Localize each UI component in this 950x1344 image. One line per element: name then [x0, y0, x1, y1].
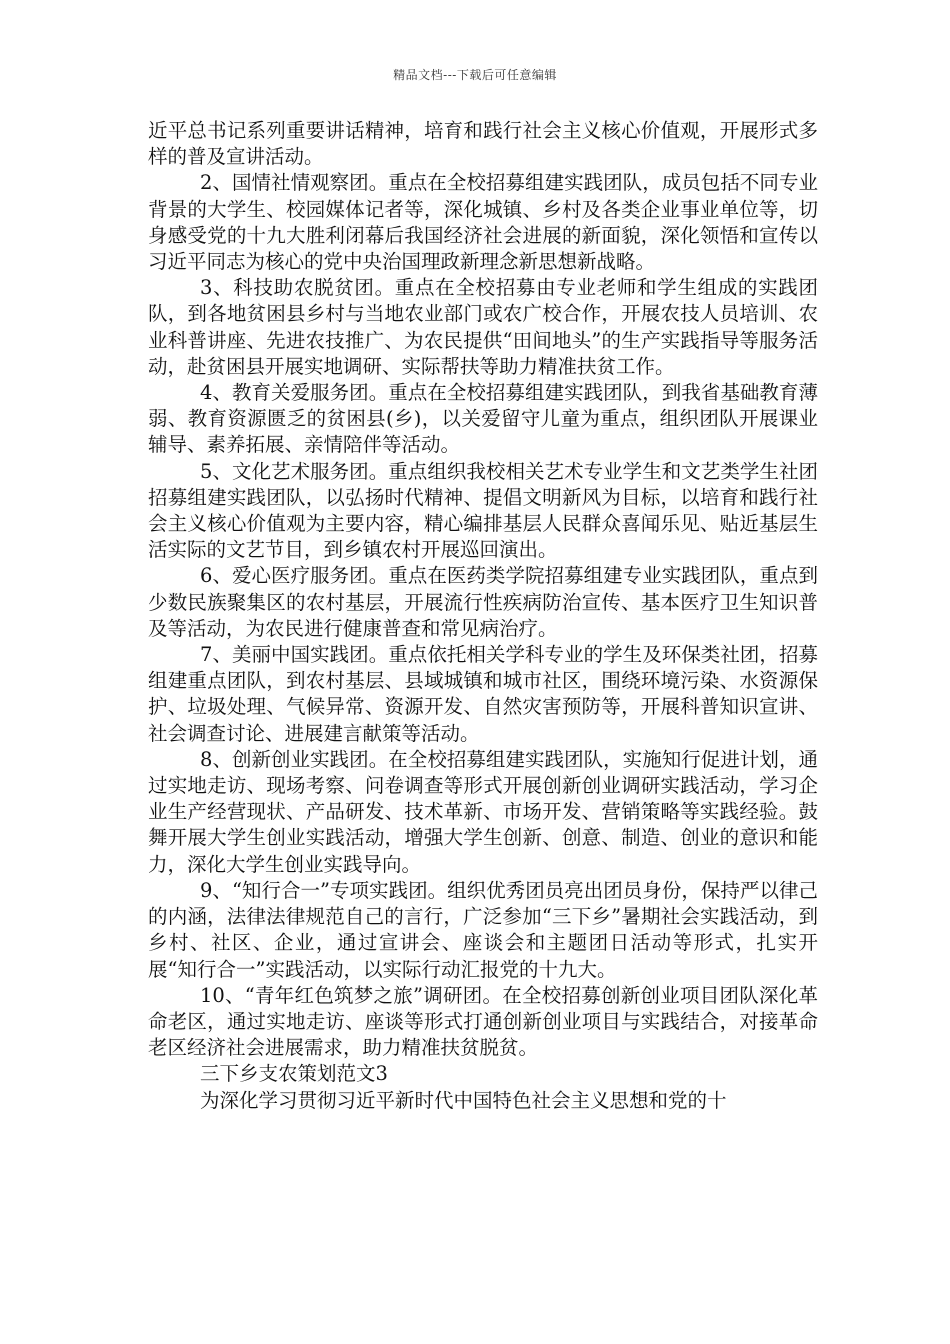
section-heading: 三下乡支农策划范文3 [200, 1062, 388, 1086]
paragraph-6: 6、爱心医疗服务团。重点在医药类学院招募组建专业实践团队，重点到少数民族聚集区的农村基层，开展流行性疾病防治宣传、基本医疗卫生知识普及等活动，为农民进行健康普查和常见病治疗。 [148, 564, 818, 640]
paragraph-3: 3、科技助农脱贫团。重点在全校招募由专业老师和学生组成的实践团队，到各地贫困县乡村与当地农业部门或农广校合作，开展农技人员培训、农业科普讲座、先进农技推广、为农民提供“田间地头”的生产实践指导等服务活动，赴贫困县开展实地调研、实际帮扶等助力精准扶贫工作。 [148, 276, 818, 378]
paragraph-5: 5、文化艺术服务团。重点组织我校相关艺术专业学生和文艺类学生社团招募组建实践团队，以弘扬时代精神、提倡文明新风为目标，以培育和践行社会主义核心价值观为主要内容，精心编排基层人民群众喜闻乐见、贴近基层生活实际的文艺节目，到乡镇农村开展巡回演出。 [148, 459, 818, 562]
paragraph-10: 10、“青年红色筑梦之旅”调研团。在全校招募创新创业项目团队深化革命老区，通过实地走访、座谈等形式打通创新创业项目与实践结合，对接革命老区经济社会进展需求，助力精准扶贫脱贫。 [148, 983, 818, 1060]
page-header: 精品文档---下载后可任意编辑 [393, 68, 557, 82]
paragraph-8: 8、创新创业实践团。在全校招募组建实践团队，实施知行促进计划，通过实地走访、现场考察、问卷调查等形式开展创新创业调研实践活动，学习企业生产经营现状、产品研发、技术革新、市场开发、营销策略等实践经验。鼓舞开展大学生创业实践活动，增强大学生创新、创意、制造、创业的意识和能力，深化大学生创业实践导向。 [148, 747, 818, 876]
paragraph-2: 2、国情社情观察团。重点在全校招募组建实践团队，成员包括不同专业背景的大学生、校园媒体记者等，深化城镇、乡村及各类企业事业单位等，切身感受党的十九大胜利闭幕后我国经济社会进展的新面貌，深化领悟和宣传以习近平同志为核心的党中央治国理政新理念新思想新战略。 [148, 171, 818, 274]
paragraph-7: 7、美丽中国实践团。重点依托相关学科专业的学生及环保类社团，招募组建重点团队，到农村基层、县域城镇和城市社区，围绕环境污染、水资源保护、垃圾处理、气候异常、资源开发、自然灾害预防等，开展科普知识宣讲、社会调查讨论、进展建言献策等活动。 [148, 643, 818, 745]
paragraph-12: 为深化学习贯彻习近平新时代中国特色社会主义思想和党的十 [200, 1088, 727, 1112]
paragraph-9: 9、“知行合一”专项实践团。组织优秀团员亮出团员身份，保持严以律己的内涵，法律法律规范自己的言行，广泛参加“三下乡”暑期社会实践活动，到乡村、社区、企业，通过宣讲会、座谈会和主题团日活动等形式，扎实开展“知行合一”实践活动，以实际行动汇报党的十九大。 [148, 878, 818, 981]
paragraph-4: 4、教育关爱服务团。重点在全校招募组建实践团队，到我省基础教育薄弱、教育资源匮乏的贫困县(乡)，以关爱留守儿童为重点，组织团队开展课业辅导、素养拓展、亲情陪伴等活动。 [148, 381, 818, 457]
document-body [148, 118, 818, 1114]
paragraph-1: 近平总书记系列重要讲话精神，培育和践行社会主义核心价值观，开展形式多样的普及宣讲活动。 [148, 119, 818, 169]
